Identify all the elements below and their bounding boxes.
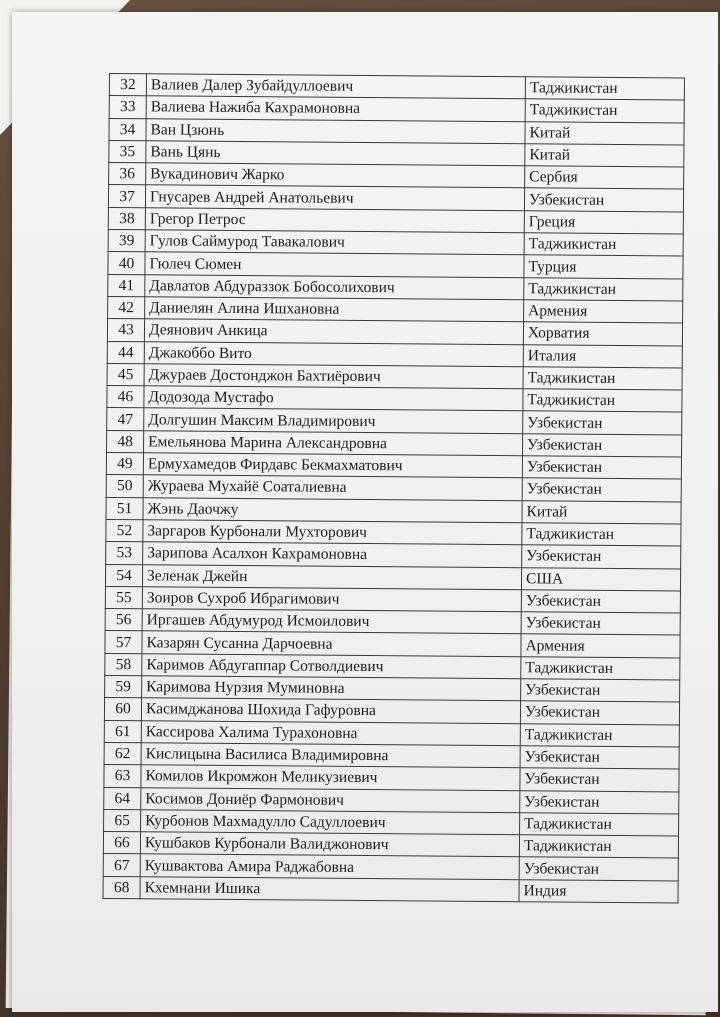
- row-number: 37: [108, 185, 145, 208]
- participants-table: [103, 73, 685, 903]
- participant-name: Кхемнани Ишика: [140, 876, 519, 901]
- participant-name: Вукадинович Жарко: [146, 163, 525, 188]
- row-number: 56: [105, 609, 142, 632]
- participant-country: Узбекистан: [520, 701, 679, 725]
- row-number: 58: [105, 653, 142, 676]
- row-number: 34: [109, 118, 146, 141]
- row-number: 65: [104, 809, 141, 832]
- participant-name: Валиева Нажиба Кахрамоновна: [146, 96, 525, 121]
- participant-country: Узбекистан: [521, 679, 680, 703]
- row-number: 42: [108, 296, 145, 319]
- participant-country: Таджикистан: [519, 835, 678, 859]
- participant-country: Сербия: [525, 166, 684, 190]
- participant-country: Китай: [525, 144, 684, 168]
- row-number: 62: [104, 742, 141, 765]
- participant-country: Турция: [524, 255, 683, 279]
- participant-name: Зеленак Джейн: [142, 564, 521, 589]
- table-row: [103, 876, 678, 903]
- participant-country: Таджикистан: [520, 723, 679, 747]
- row-number: 38: [108, 207, 145, 230]
- participant-country: Таджикистан: [523, 367, 682, 391]
- participant-name: Заргаров Курбонали Мухторович: [143, 520, 522, 545]
- participant-country: Таджикистан: [524, 277, 683, 301]
- row-number: 43: [107, 319, 144, 342]
- participant-name: Кассирова Халима Турахоновна: [141, 720, 520, 745]
- participants-table-body: [103, 74, 684, 903]
- participant-name: Зарипова Асалхон Кахрамоновна: [143, 542, 522, 567]
- participant-country: США: [521, 567, 680, 591]
- row-number: 51: [106, 497, 143, 520]
- participant-name: Каримов Абдугаппар Сотволдиевич: [142, 653, 521, 678]
- participant-name: Давлатов Абдураззок Бобосолихович: [145, 274, 524, 299]
- participant-name: Курбонов Махмадулло Садуллоевич: [141, 810, 520, 835]
- participant-name: Джураев Достонджон Бахтиёрович: [144, 364, 523, 389]
- participant-country: Узбекистан: [523, 411, 682, 435]
- participant-country: Узбекистан: [522, 456, 681, 480]
- participant-name: Ермухамедов Фирдавс Бекмахматович: [143, 453, 522, 478]
- row-number: 55: [105, 586, 142, 609]
- participant-name: Емельянова Марина Александровна: [144, 431, 523, 456]
- participant-country: Хорватия: [523, 322, 682, 346]
- participant-name: Зоиров Сухроб Ибрагимович: [142, 587, 521, 612]
- row-number: 67: [103, 854, 140, 877]
- participant-country: Узбекистан: [521, 590, 680, 614]
- participant-name: Долгушин Максим Владимирович: [144, 408, 523, 433]
- participant-name: Ван Цзюнь: [146, 118, 525, 143]
- row-number: 46: [107, 386, 144, 409]
- participant-country: Греция: [524, 211, 683, 235]
- row-number: 39: [108, 230, 145, 253]
- participant-country: Армения: [521, 634, 680, 658]
- row-number: 35: [109, 140, 146, 163]
- row-number: 47: [107, 408, 144, 431]
- row-number: 66: [103, 832, 140, 855]
- row-number: 33: [109, 96, 146, 119]
- participant-name: Гюлеч Сюмен: [145, 252, 524, 277]
- participant-country: Таджикистан: [522, 523, 681, 547]
- row-number: 60: [104, 698, 141, 721]
- row-number: 40: [108, 252, 145, 275]
- participant-name: Жэнь Даочжу: [143, 497, 522, 522]
- participant-name: Джакоббо Вито: [144, 341, 523, 366]
- participant-country: Армения: [524, 300, 683, 324]
- participant-country: Узбекистан: [521, 612, 680, 636]
- participant-name: Иргашев Абдумурод Исмоилович: [142, 609, 521, 634]
- participant-name: Додозода Мустафо: [144, 386, 523, 411]
- participant-name: Деянович Анкица: [144, 319, 523, 344]
- participant-country: Узбекистан: [522, 545, 681, 569]
- participant-country: Таджикистан: [525, 77, 684, 101]
- participant-country: Китай: [525, 121, 684, 145]
- row-number: 57: [105, 631, 142, 654]
- row-number: 50: [106, 475, 143, 498]
- row-number: 48: [107, 430, 144, 453]
- participant-country: Узбекистан: [522, 478, 681, 502]
- row-number: 41: [108, 274, 145, 297]
- participant-name: Кушвактова Амира Раджабовна: [140, 854, 519, 879]
- participant-name: Косимов Дониёр Фармонович: [141, 787, 520, 812]
- participant-name: Каримова Нурзия Муминовна: [142, 676, 521, 701]
- participant-country: Узбекистан: [520, 768, 679, 792]
- participant-country: Таджикистан: [521, 656, 680, 680]
- row-number: 61: [104, 720, 141, 743]
- participant-name: Кислицына Василиса Владимировна: [141, 743, 520, 768]
- participant-name: Касимджанова Шохида Гафуровна: [141, 698, 520, 723]
- participant-country: Китай: [522, 500, 681, 524]
- row-number: 36: [109, 163, 146, 186]
- participant-name: Комилов Икромжон Меликузиевич: [141, 765, 520, 790]
- row-number: 49: [106, 453, 143, 476]
- row-number: 54: [105, 564, 142, 587]
- participant-name: Грегор Петрос: [145, 208, 524, 233]
- participant-name: Жураева Мухайё Соаталиевна: [143, 475, 522, 500]
- participant-country: Таджикистан: [520, 813, 679, 837]
- participant-country: Таджикистан: [524, 233, 683, 257]
- participant-name: Гнусарев Андрей Анатольевич: [145, 185, 524, 210]
- participant-country: Таджикистан: [525, 99, 684, 123]
- row-number: 52: [106, 519, 143, 542]
- participant-country: Таджикистан: [523, 389, 682, 413]
- row-number: 68: [103, 876, 140, 899]
- row-number: 64: [104, 787, 141, 810]
- participant-name: Кушбаков Курбонали Валиджонович: [140, 832, 519, 857]
- participant-country: Индия: [519, 879, 678, 903]
- participant-country: Узбекистан: [520, 790, 679, 814]
- participant-name: Валиев Далер Зубайдуллоевич: [146, 74, 525, 99]
- participant-country: Узбекистан: [523, 434, 682, 458]
- row-number: 59: [105, 676, 142, 699]
- row-number: 53: [106, 542, 143, 565]
- participant-name: Вань Цянь: [146, 141, 525, 166]
- participant-country: Италия: [523, 344, 682, 368]
- row-number: 32: [109, 74, 146, 97]
- participant-name: Казарян Сусанна Дарчоевна: [142, 631, 521, 656]
- participant-country: Узбекистан: [520, 746, 679, 770]
- participant-name: Даниелян Алина Ишхановна: [145, 297, 524, 322]
- row-number: 44: [107, 341, 144, 364]
- participant-name: Гулов Саймурод Тавакалович: [145, 230, 524, 255]
- participant-country: Узбекистан: [524, 188, 683, 212]
- participant-country: Узбекистан: [519, 857, 678, 881]
- row-number: 45: [107, 363, 144, 386]
- row-number: 63: [104, 765, 141, 788]
